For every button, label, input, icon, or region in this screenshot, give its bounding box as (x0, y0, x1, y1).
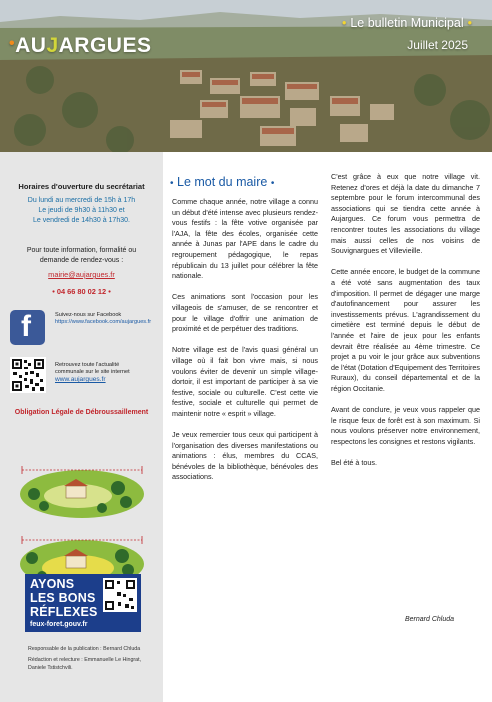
article-title (170, 175, 274, 189)
orange-dot-icon: • (9, 35, 16, 52)
article-column-left (172, 197, 318, 494)
facebook-icon[interactable]: f (10, 310, 45, 345)
signature: Bernard Chluda (405, 616, 455, 623)
article-paragraph: C'est grâce à eux que notre village vit. Retenez d'ores et déjà la date du dimanche 7 septembre pour le forum intercommunal des associations qui se tiendra cette année à Aujargues. Ce forum vous permettra de rencontrer toutes les associations du village mais aussi celles de nos voisins de Souvignargues et Villevieille. (331, 172, 480, 256)
bullet-icon: • (467, 16, 472, 30)
bullet-icon: • (341, 16, 347, 30)
website-block (55, 362, 130, 383)
credits-line: Daniele Tstistchvili. (28, 665, 73, 671)
article-paragraph: Ces animations sont l'occasion pour les villageois de s'amuser, de se rencontrer et pour le village d'offrir une animation de proximité et de perpétuer des traditions. (172, 292, 318, 334)
poster-line: RÉFLEXES (30, 605, 98, 619)
sidebar (0, 152, 163, 702)
header-aerial-photo (0, 0, 492, 152)
bulletin-date: Juillet 2025 (407, 38, 468, 52)
contact-info-line: demande de rendez-vous : (39, 257, 124, 264)
article-paragraph: Notre village est de l'avis quasi général un village où il fait bon vivre mais, si nous voulons éviter de devenir un simple village-dortoir, il est important de participer à sa vie festive, sociale ou culturelle. C'est cette vie festive, sociale et culturelle qui permet de maintenir notre « esprit » village. (172, 345, 318, 418)
article-paragraph: Je veux remercier tous ceux qui participent à l'organisation des diverses manifestations ou animations : élus, membres du CCAS, bénévoles de la bibliothèque, bénévoles des associations. (172, 430, 318, 482)
qr-code-icon (10, 357, 46, 393)
website-url-link[interactable]: www.aujargues.fr (55, 376, 106, 383)
poster-line: LES BONS (30, 591, 96, 605)
article-column-right (331, 172, 480, 479)
office-hours-line: Le jeudi de 9h30 à 11h30 et (38, 207, 125, 214)
qr-code-icon (103, 578, 137, 612)
facebook-block (55, 312, 151, 326)
obligation-title: Obligation Légale de Débroussaillement (14, 409, 149, 416)
email-link[interactable]: mairie@aujargues.fr (48, 270, 115, 279)
article-paragraph: Cette année encore, le budget de la commune a été voté sans augmentation des taux d'imposition. Il permet de dégager une marge d'autofinancement pour assurer les investissements prévus. L'agrandissement du cimetière est terminé depuis le début de l'année et l'aire de jeux pour les enfants devrait être réalisée au 4ème trimestre. Ce projet a pu voir le jour grâce aux subventions de l'état (Dotation d'Equipement des Territoires Ruraux), du conseil départemental et de la région Occitanie. (331, 267, 480, 393)
brand-letter-j: J (46, 34, 59, 57)
office-hours-line: Du lundi au mercredi de 15h à 17h (27, 197, 136, 204)
poster-url: feux-foret.gouv.fr (30, 621, 88, 628)
article-paragraph: Bel été à tous. (331, 458, 377, 468)
brush-clearing-diagram-icon (18, 452, 146, 592)
website-text-line: Retrouvez toute l'actualité (55, 362, 120, 368)
poster-line: AYONS (30, 577, 75, 591)
facebook-url-link[interactable]: https://www.facebook.com/aujargues.fr (55, 319, 152, 325)
article-title-text: Le mot du maire (177, 175, 268, 189)
bullet-icon: • (170, 178, 174, 189)
brand-letter-u: U (30, 34, 47, 57)
article-paragraph: Avant de conclure, je veux vous rappeler que le risque feux de forêt est à son maximum. Si nous voulons préserver notre environnement, respectons les consignes et restons vigilants. (331, 405, 480, 446)
credits-line: Rédaction et relecture : Emmanuelle Le Hingrat, (28, 657, 142, 663)
fire-prevention-poster (25, 574, 141, 632)
brand-letter-rest: ARGUES (58, 34, 152, 57)
office-hours-title: Horaires d'ouverture du secrétariat (18, 182, 145, 191)
article-paragraph: Comme chaque année, notre village a connu un début d'été intense avec plusieurs rendez-vous festifs : la fête votive organisée par l'AJA, la fête des écoles, organisée cette année à Junas par l'APE dans le cadre du regroupement pédagogique, le repas républicain du 13 juillet pour célébrer la fête nationale. (172, 197, 318, 281)
bullet-icon: • (270, 178, 275, 189)
credits-line: Responsable de la publication : Bernard Chluda (28, 646, 141, 652)
bulletin-title (342, 16, 472, 30)
phone-number: • 04 66 80 02 12 • (52, 287, 111, 296)
contact-info-line: Pour toute information, formalité ou (26, 247, 137, 254)
brand-logo (9, 34, 152, 58)
brand-letter-a: A (15, 34, 31, 57)
bulletin-title-text: Le bulletin Municipal (350, 16, 464, 30)
facebook-label: Suivez-nous sur Facebook (55, 312, 122, 318)
website-text-line: communale sur le site internet (55, 369, 130, 375)
office-hours-line: Le vendredi de 14h30 à 17h30. (33, 217, 130, 224)
